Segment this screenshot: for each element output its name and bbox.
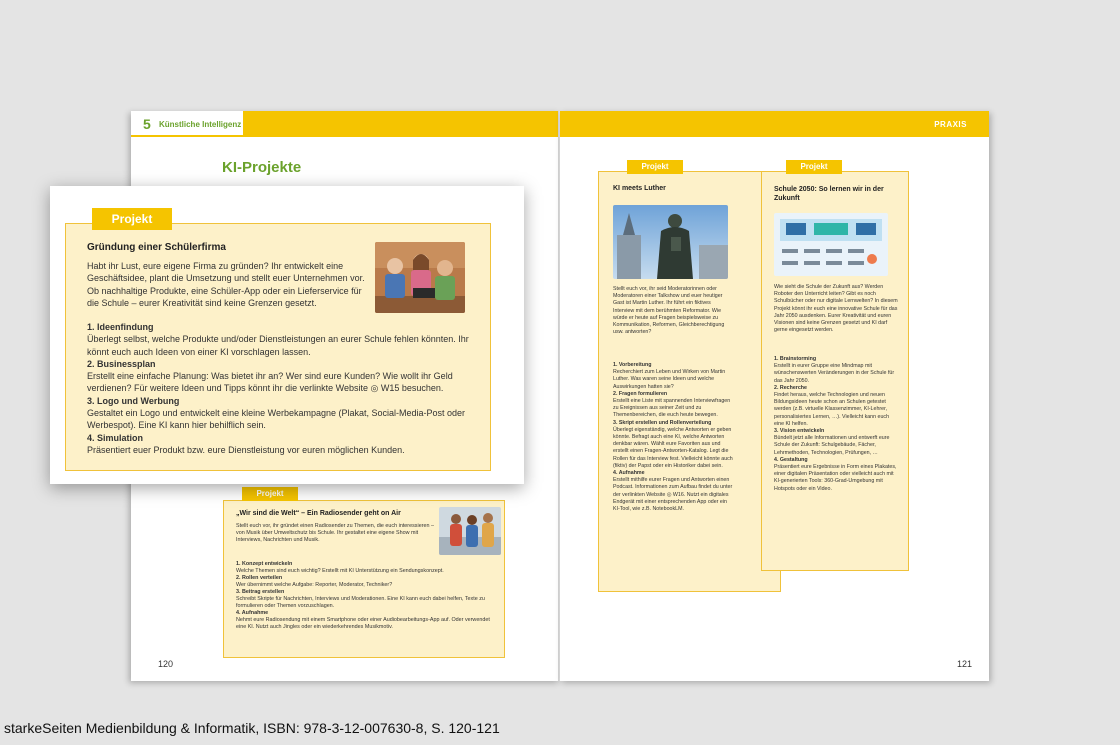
card-title: Schule 2050: So lernen wir in der Zukunft xyxy=(774,186,884,202)
chapter-tab xyxy=(131,111,243,137)
praxis-label: PRAXIS xyxy=(934,120,967,129)
luther-statue-photo xyxy=(613,205,728,279)
step-text: Welche Themen sind euch wichtig? Erstellt mit KI Unterstützung ein Sendungskonzept. xyxy=(236,568,444,574)
step-text: Gestaltet ein Logo und entwickelt eine kleine Werbekampagne (Plakat, Social-Media-Post oder Werbespot). Eine KI kann hier behilflich sein. xyxy=(87,408,466,431)
card-title: KI meets Luther xyxy=(613,185,666,192)
luther-project-card xyxy=(598,162,781,592)
card-intro: Habt ihr Lust, eure eigene Firma zu gründen? Ihr entwickelt eine Geschäftsidee, plant die Umsetzung und stellt euer Unternehmen vor. Ob nachhaltige Produkte, eine Schüler-App oder ein Lieferservice für die Schule – eurer Kreativität sind keine Grenzen gesetzt. xyxy=(87,261,365,308)
page-number-left: 120 xyxy=(158,659,174,669)
card-intro: Stellt euch vor, ihr gründet einen Radiosender zu Themen, die euch interessieren – von Musik über Umweltschutz bis Schule. Ihr gestaltet eine eigene Show mit Interviews, Nachrichten und Musik. xyxy=(236,523,434,543)
project-tab: Projekt xyxy=(242,487,298,501)
step-title: 4. Aufnahme xyxy=(613,470,645,477)
step-title: 1. Vorbereitung xyxy=(613,362,652,368)
featured-project-overlay xyxy=(50,186,524,484)
project-tab: Projekt xyxy=(92,208,172,230)
card-steps xyxy=(774,356,898,493)
praxis-bar xyxy=(560,111,989,137)
step-title: 4. Simulation xyxy=(87,432,144,443)
featured-project-card xyxy=(65,212,491,471)
step-title: 4. Gestaltung xyxy=(774,456,808,463)
step-title: 1. Konzept entwickeln xyxy=(236,561,293,567)
step-title: 2. Businessplan xyxy=(87,358,156,369)
step-text: Erstellt eine Liste mit spannenden Interviewfragen zu Ereignissen aus seiner Zeit und zu Themenbereichen, die euch heute bewegen. xyxy=(613,398,731,419)
step-title: 3. Beitrag erstellen xyxy=(236,589,285,595)
step-text: Überlegt selbst, welche Produkte und/oder Dienstleistungen an eurer Schule fehlen könnten. Ihr könnt euch auch Ideen von einer KI vorschlagen lassen. xyxy=(87,334,469,357)
step-text: Erstellt in eurer Gruppe eine Mindmap mit wünschenswerten Veränderungen in der Schule für das Jahr 2050. xyxy=(774,363,895,384)
chapter-number: 5 xyxy=(143,116,151,132)
step-title: 3. Logo und Werbung xyxy=(87,395,180,406)
step-text: Überlegt eigenständig, welche Antworten er geben könnte. Befragt auch eine KI, welche Antworten denkbar wären. Wählt eure Favoriten aus und erstellt einen Fragen-Antworten-Katalog. Legt die Rollen für das Interview fest. Vielleicht könnte auch (fiktiv) der Papst oder ein Historiker dabei sein. xyxy=(613,426,733,469)
step-title: 1. Ideenfindung xyxy=(87,322,154,332)
step-text: Präsentiert euer Produkt bzw. eure Dienstleistung vor euren möglichen Kunden. xyxy=(87,444,405,455)
card-intro: Stellt euch vor, ihr seid Moderatorinnen oder Moderatoren einer Talkshow und euer heutiger Gast ist Martin Luther. Ihr führt ein fiktives Interview mit dem berühmten Reformator. Wie würde er heute auf Fragen beispielsweise zu Kommunikation, Reformen, Gleichberechtigung usw. antworten? xyxy=(613,286,725,336)
step-text: Wer übernimmt welche Aufgabe: Reporter, Moderator, Techniker? xyxy=(236,582,393,588)
right-page xyxy=(560,111,989,681)
step-text: Findet heraus, welche Technologien und neuen Bildungsideen heute schon an Schulen getestet werden (z.B. virtuelle Klassenzimmer, KI-Lehrer, personalisiertes Lernen, …). Vielleicht kann euch eine KI helfen. xyxy=(774,392,890,427)
step-text: Nehmt eure Radiosendung mit einem Smartphone oder einer Audiobearbeitungs-App auf. Oder verwendet eine KI. Nutzt auch Jingles oder ein wiederkehrendes Musikmotiv. xyxy=(236,617,490,630)
step-text: Erstellt mithilfe eurer Fragen und Antworten einen Podcast. Informationen zum Aufbau findet du unter der verlinkten Website ◎ W16. Nutzt ein digitales Endgerät mit einer entsprechenden App oder ein KI-Tool, wie z.B. NotebookLM. xyxy=(613,477,733,513)
step-title: 4. Aufnahme xyxy=(236,610,269,616)
step-title: 2. Fragen formulieren xyxy=(613,390,668,397)
page-number-right: 121 xyxy=(957,659,973,669)
step-text: Bündelt jetzt alle Informationen und entwerft eure Schule der Zukunft: Schulgebäude, Fächer, Lehrmethoden, Technologien, Prüfungen, … xyxy=(774,435,890,456)
step-title: 3. Skript erstellen und Rollenverteilung xyxy=(613,419,712,426)
card-steps xyxy=(87,321,482,456)
page-heading: KI-Projekte xyxy=(222,159,302,176)
project-tab: Projekt xyxy=(627,160,683,174)
step-text: Recherchiert zum Leben und Wirken von Martin Luther. Was waren seine Ideen und welche Auswirkungen hatten sie? xyxy=(613,369,726,390)
step-title: 3. Vision entwickeln xyxy=(774,428,825,435)
card-title: „Wir sind die Welt“ – Ein Radiosender geht on Air xyxy=(236,510,401,517)
card-steps xyxy=(236,561,498,631)
card-steps xyxy=(613,362,733,513)
students-photo xyxy=(375,242,465,313)
chapter-title: Künstliche Intelligenz xyxy=(159,120,242,129)
step-text: Präsentiert eure Ergebnisse in Form eines Plakates, einer digitalen Präsentation oder vielleicht auch mit KI-generierten Tools: 360-Grad-Umgebung mit Hotspots oder ein Video. xyxy=(774,464,897,492)
future-school-illustration xyxy=(774,213,888,276)
radio-project-card xyxy=(223,489,505,658)
card-intro: Wie sieht die Schule der Zukunft aus? Werden Roboter den Unterricht leiten? Gibt es noch Schulbücher oder nur digitale Lernwelten? In diesem Projekt könnt ihr euch eine innovative Schule für das Jahr 2050 ausdenken. Eurer Kreativität und euren Visionen sind keine Grenzen gesetzt und KI darf gerne eingesetzt werden. xyxy=(774,284,898,334)
card-title: Gründung einer Schülerfirma xyxy=(87,242,226,253)
step-title: 2. Recherche xyxy=(774,384,807,391)
radio-photo xyxy=(439,507,501,555)
step-title: 2. Rollen verteilen xyxy=(236,575,283,581)
step-text: Erstellt eine einfache Planung: Was bietet ihr an? Wer sind eure Kunden? Wie wollt ihr Geld verdienen? Für weitere Ideen und Tipps könnt ihr die verlinkte Website ◎ W15 besuchen. xyxy=(87,371,453,394)
project-tab: Projekt xyxy=(786,160,842,174)
step-text: Schreibt Skripte für Nachrichten, Interviews und Moderationen. Eine KI kann euch dabei helfen, Texte zu formulieren oder Themen vorzuschlagen. xyxy=(236,596,485,609)
step-title: 1. Brainstorming xyxy=(774,356,817,362)
school-project-card xyxy=(761,162,909,571)
image-caption: starkeSeiten Medienbildung & Informatik, ISBN: 978-3-12-007630-8, S. 120-121 xyxy=(4,720,500,736)
